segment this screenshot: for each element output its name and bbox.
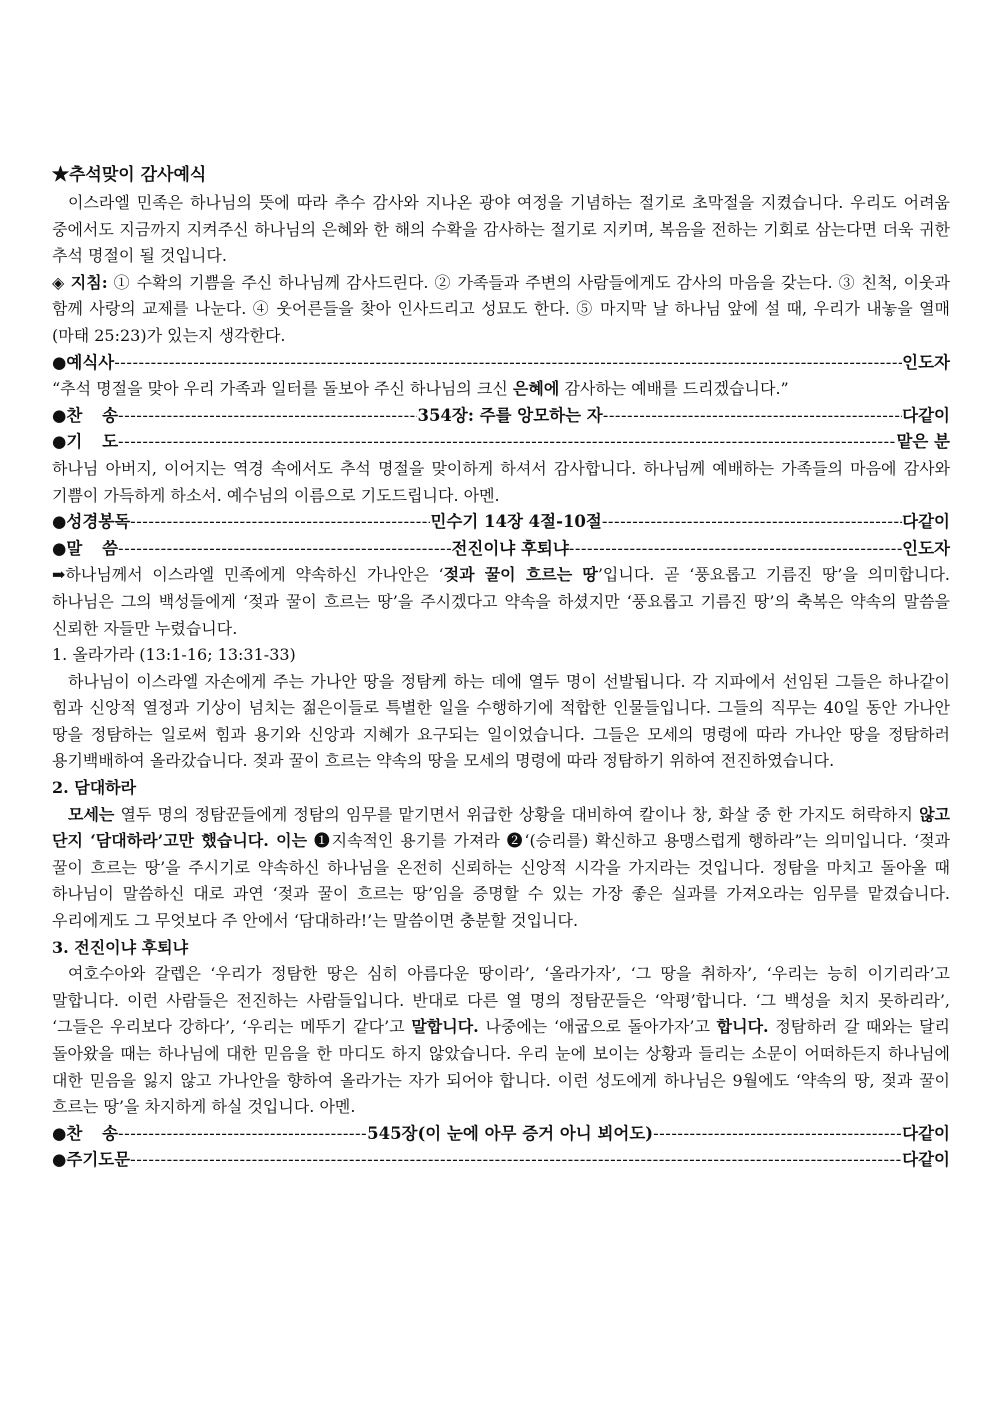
dotted-leader	[653, 1121, 902, 1148]
order-hymn2-row	[52, 1121, 950, 1148]
dotted-leader	[118, 536, 451, 563]
order-hymn1-label-a: ●찬	[52, 405, 83, 425]
dotted-leader	[118, 403, 417, 430]
section-3-bold: 합니다.	[716, 1017, 769, 1037]
order-sermon-leader: 인도자	[902, 538, 950, 558]
order-lords-prayer-row	[52, 1147, 950, 1174]
page-title: ★추석맞이 감사예식	[52, 165, 207, 185]
order-hymn2-label-a: ●찬	[52, 1123, 83, 1143]
sermon-intro-part: ’입니다. 곧 ‘풍요롭고 기름진 땅’을 의미합니다. 하나님은 그의 백성들에게 ‘젖과 꿀이 흐르는 땅’을 주시겠다고 약속을 하셨지만 ‘풍요롭고 기름진 땅’의 축복은 약속의 말씀을 신뢰한 자들만 누렸습니다.	[52, 565, 951, 638]
section-3-bold: 말합니다.	[411, 1017, 479, 1037]
section-3-text: 정탐하러 갈 때와는 달리 돌아왔을 때는 하나님에 대한 믿음을 한 마디도 하지 않았습니다. 우리 눈에 보이는 상황과 들리는 소문이 어떠하든지 하나님에 대한 믿음을 잃지 않고 가나안을 향하여 올라가는 자가 되어야 합니다. 이런 성도에게 하나님은 9월에도 ‘약속의 땅, 젖과 꿀이 흐르는 땅’을 차지하게 하실 것입니다. 아멘.	[52, 1017, 950, 1117]
order-hymn1-row	[52, 403, 950, 430]
order-prayer-leader: 맡은 분	[896, 432, 950, 452]
section-3-body	[52, 961, 950, 1121]
order-hymn1-title: 354장: 주를 앙모하는 자	[417, 405, 603, 425]
order-prayer-row	[52, 429, 950, 456]
opening-text-part: “추석 명절을 맞아 우리 가족과 일터를 돌보아 주신 하나님의 크신	[52, 379, 513, 399]
opening-text	[52, 376, 950, 403]
section-3-heading: 3. 전진이냐 후퇴냐	[52, 937, 189, 957]
order-scripture-passage: 민수기 14장 4절-10절	[430, 512, 602, 532]
opening-text-part: 감사하는 예배를 드리겠습니다.”	[559, 379, 789, 399]
order-hymn1-leader: 다같이	[902, 405, 950, 425]
sermon-intro	[52, 562, 950, 642]
opening-text-bold: 은혜에	[512, 379, 560, 399]
order-hymn2-leader: 다같이	[902, 1123, 950, 1143]
sermon-intro-part: ➡하나님께서 이스라엘 민족에게 약속하신 가나안은 ‘	[52, 565, 444, 585]
guide-label: ◈ 지침:	[52, 272, 108, 292]
section-2-bold: 모세는	[68, 804, 115, 824]
order-opening-row	[52, 350, 950, 377]
dotted-leader	[569, 536, 902, 563]
order-sermon-label-a: ●말	[52, 538, 83, 558]
section-3-text: 나중에는 ‘애굽으로 돌아가자’고	[478, 1017, 717, 1037]
section-2-bold: 않고 단지 ‘담대하라’고만 했습니다. 이는	[52, 804, 950, 851]
order-lords-prayer-leader: 다같이	[902, 1150, 950, 1170]
order-sermon-row	[52, 536, 950, 563]
order-prayer-label-b: 도	[102, 432, 119, 452]
dotted-leader	[114, 350, 902, 377]
order-scripture-label: ●성경봉독	[52, 512, 131, 532]
order-opening-leader: 인도자	[902, 352, 950, 372]
prayer-text: 하나님 아버지, 이어지는 역경 속에서도 추석 명절을 맞이하게 하셔서 감사합니다. 하나님께 예배하는 가족들의 마음에 감사와 기쁨이 가득하게 하소서. 예수님의 이름으로 기도드립니다. 아멘.	[52, 458, 950, 505]
intro-paragraph: 이스라엘 민족은 하나님의 뜻에 따라 추수 감사와 지나온 광야 여정을 기념하는 절기로 초막절을 지켰습니다. 우리도 어려움 중에서도 지금까지 지켜주신 하나님의 은혜와 한 해의 수확을 감사하는 절기로 지키며, 복음을 전하는 기회로 삼는다면 더욱 귀한 추석 명절이 될 것입니다.	[52, 193, 950, 266]
order-sermon-title: 전진이냐 후퇴냐	[451, 538, 569, 558]
dotted-leader	[602, 509, 902, 536]
order-scripture-row	[52, 509, 950, 536]
section-1-body: 하나님이 이스라엘 자손에게 주는 가나안 땅을 정탐케 하는 데에 열두 명이 선발됩니다. 각 지파에서 선임된 그들은 하나같이 힘과 신앙적 열정과 기상이 넘치는 젊은이들로 특별한 일을 수행하기에 적합한 인물들입니다. 그들의 직무는 40일 동안 가나안 땅을 정탐하는 일로써 힘과 용기와 신앙과 지혜가 요구되는 일이었습니다. 그들은 모세의 명령에 따라 가나안 땅을 정탐하러 용기백배하여 올라갔습니다. 젖과 꿀이 흐르는 약속의 땅을 모세의 명령에 따라 정탐하기 위하여 전진하였습니다.	[52, 671, 950, 771]
order-sermon-label-b: 씀	[102, 538, 119, 558]
section-2-text: 열두 명의 정탐꾼들에게 정탐의 임무를 맡기면서 위급한 상황을 대비하여 칼이나 창, 화살 중 한 가지도 허락하지	[114, 804, 920, 824]
order-prayer-label-a: ●기	[52, 432, 83, 452]
sermon-intro-bold: 젖과 꿀이 흐르는 땅	[443, 565, 598, 585]
dotted-leader	[118, 429, 896, 456]
section-1-heading: 1. 올라가라 (13:1-16; 13:31-33)	[52, 645, 296, 665]
section-2-body	[52, 802, 950, 935]
order-opening-label: ●예식사	[52, 352, 115, 372]
order-hymn2-title: 545장(이 눈에 아무 증거 아니 뵈어도)	[367, 1123, 654, 1143]
dotted-leader	[603, 403, 902, 430]
order-lords-prayer-label: ●주기도문	[52, 1150, 131, 1170]
order-scripture-leader: 다같이	[902, 512, 950, 532]
section-2-heading: 2. 담대하라	[52, 778, 137, 798]
guide-paragraph	[52, 270, 950, 350]
dotted-leader	[130, 1147, 902, 1174]
guide-text: ① 수확의 기쁨을 주신 하나님께 감사드린다. ② 가족들과 주변의 사람들에게도 감사의 마음을 갖는다. ③ 친척, 이웃과 함께 사랑의 교제를 나눈다. ④ 웃어른들을 찾아 인사드리고 성묘도 한다. ⑤ 마지막 날 하나님 앞에 설 때, 우리가 내놓을 열매(마태 25:23)가 있는지 생각한다.	[52, 272, 950, 345]
section-3-text: 여호수아와 갈렙은 ‘우리가 정탐한 땅은 심히 아름다운 땅이라’, ‘올라가자’, ‘그 땅을 취하자’, ‘우리는 능히 이기리라’고 말합니다. 이런 사람들은 전진하는 사람들입니다. 반대로 다른 열 명의 정탐꾼들은 ‘악평’합니다. ‘그 백성을 치지 못하리라’, ‘그들은 우리보다 강하다’, ‘우리는 메뚜기 같다’고	[52, 964, 950, 1037]
order-hymn1-label-b: 송	[102, 405, 119, 425]
document	[52, 160, 950, 1174]
dotted-leader	[130, 509, 430, 536]
order-hymn2-label-b: 송	[102, 1123, 119, 1143]
dotted-leader	[118, 1121, 367, 1148]
section-2-text: ❶지속적인 용기를 가져라 ❷‘(승리를) 확신하고 용맹스럽게 행하라”는 의미입니다. ‘젖과 꿀이 흐르는 땅’을 주시기로 약속하신 하나님을 온전히 신뢰하는 신앙적 시각을 가지라는 것입니다. 정탐을 마치고 돌아올 때 하나님이 말씀하신 대로 과연 ‘젖과 꿀이 흐르는 땅’임을 증명할 수 있는 가장 좋은 실과를 가져오라는 임무를 맡겼습니다. 우리에게도 그 무엇보다 주 안에서 ‘담대하라!’는 말씀이면 충분할 것입니다.	[52, 831, 950, 931]
